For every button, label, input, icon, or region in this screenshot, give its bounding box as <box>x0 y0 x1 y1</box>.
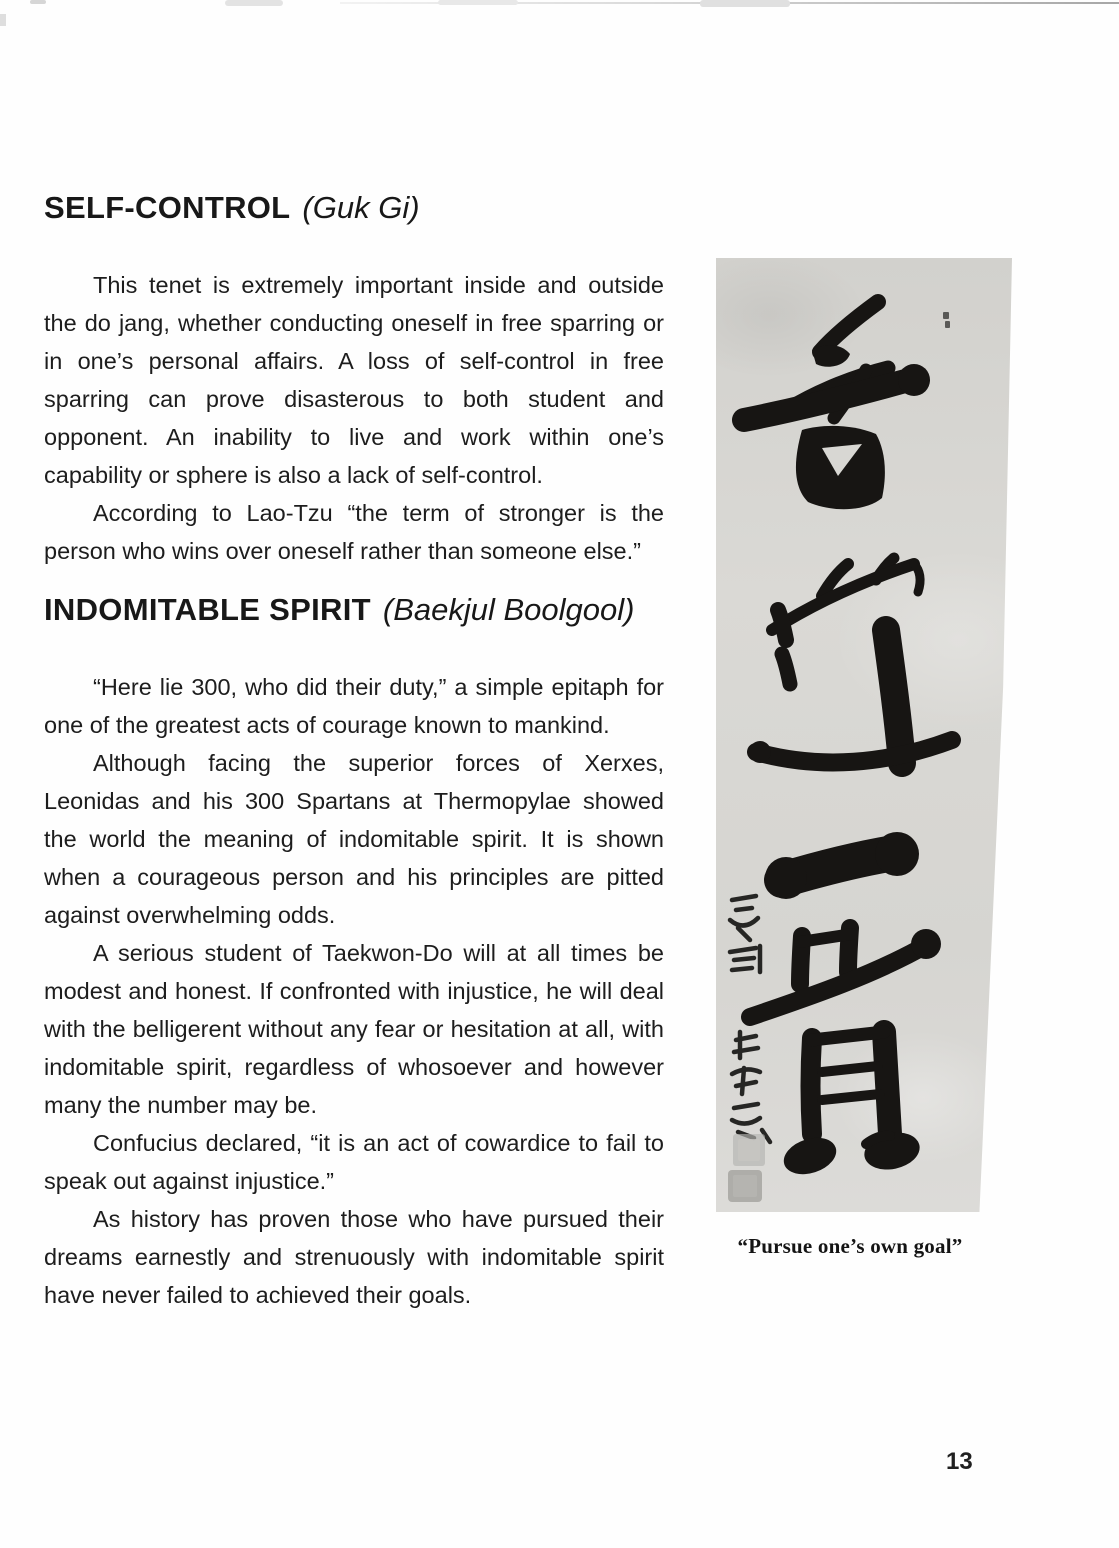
heading-text: INDOMITABLE SPIRIT <box>44 592 371 627</box>
paragraph: This tenet is extremely important inside and outside the do jang, whether conducting oneself in free sparring or in one’s personal affairs. A loss of self-control in free sparring can prove disasterous to both student and opponent. An inability to live and work within one’s capability or sphere is also a lack of self-control. <box>44 272 664 488</box>
calligraphy-scroll-image <box>716 258 1012 1212</box>
paragraph: Confucius declared, “it is an act of cowardice to fail to speak out against injustice.” <box>44 1130 664 1194</box>
scan-artifact-edge-mark <box>0 14 6 26</box>
paragraph: “Here lie 300, who did their duty,” a simple epitaph for one of the greatest acts of courage known to mankind. <box>44 674 664 738</box>
calligraphy-char-3-yi <box>765 832 919 899</box>
seal-stamps <box>728 1134 765 1202</box>
calligraphy-char-2-dao <box>749 558 952 763</box>
text-column <box>44 190 664 1314</box>
paragraph: A serious student of Taekwon-Do will at all times be modest and honest. If confronted with injustice, he will deal with the belligerent without any fear or hesitation at all, with indomitable spirit, regardless of whosoever and however many the number may be. <box>44 940 664 1118</box>
heading-romanization: (Guk Gi) <box>302 190 420 225</box>
heading-text: SELF-CONTROL <box>44 190 291 225</box>
section-heading-self-control <box>44 190 664 226</box>
page-number: 13 <box>946 1448 973 1475</box>
calligraphy-char-4-guan <box>750 928 941 1181</box>
paragraph: According to Lao-Tzu “the term of stronger is the person who wins over oneself rather than someone else.” <box>44 500 664 564</box>
section-heading-indomitable-spirit <box>44 592 664 628</box>
scan-artifact-line <box>340 2 1119 4</box>
paragraph: As history has proven those who have pursued their dreams earnestly and strenuously with indomitable spirit have never failed to achieved their goals. <box>44 1206 664 1308</box>
scan-artifact-smudge <box>225 0 283 6</box>
scroll-top-mark <box>943 312 950 328</box>
scan-artifact-smudge <box>438 0 518 5</box>
paragraph: Although facing the superior forces of Xerxes, Leonidas and his 300 Spartans at Thermopylae showed the world the meaning of indomitable spirit. It is shown when a courageous person and his principles are pitted against overwhelming odds. <box>44 750 664 928</box>
calligraphy-char-1-wu <box>744 302 930 509</box>
scan-artifact-smudge <box>700 0 790 7</box>
figure-caption: “Pursue one’s own goal” <box>737 1234 963 1258</box>
scan-artifact-smudge <box>30 0 46 4</box>
heading-romanization: (Baekjul Boolgool) <box>382 592 635 627</box>
